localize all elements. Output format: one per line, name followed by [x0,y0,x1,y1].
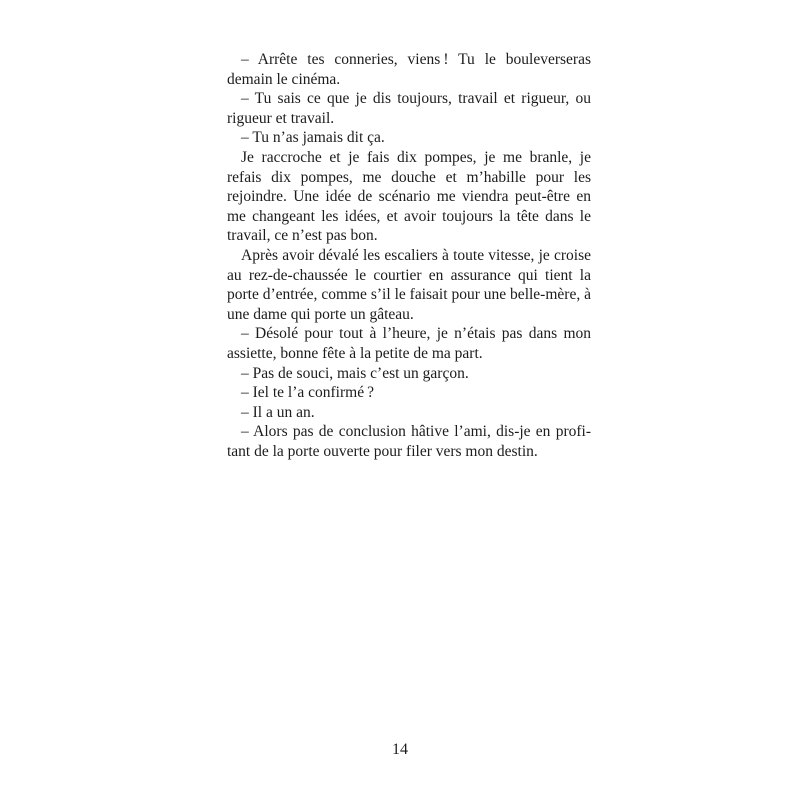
paragraph: – Tu n’as jamais dit ça. [241,129,385,147]
paragraph: – Tu sais ce que je dis toujours, travail et rigueur, ou rigueur et travail. [227,90,591,127]
paragraph: – Pas de souci, mais c’est un garçon. [241,364,469,382]
paragraph: – Arrête tes conneries, viens ! Tu le bouleverseras demain le cinéma. [227,51,591,88]
paragraph: Je raccroche et je fais dix pompes, je me branle, je refais dix pompes, me douche et m’habille pour les rejoindre. Une idée de scénario me viendra peut-être en me changeant les idées, et avoir toujours la tête dans le travail, ce n’est pas bon. [227,148,591,245]
paragraph: – Il a un an. [241,403,315,421]
page-body [227,50,591,461]
paragraph: – Désolé pour tout à l’heure, je n’étais pas dans mon assiette, bonne fête à la petite de ma part. [227,325,591,362]
paragraph: Après avoir dévalé les escaliers à toute vitesse, je croise au rez-de-chaussée le courtier en assurance qui tient la porte d’entrée, comme s’il le faisait pour une belle-mère, à une dame qui porte un gâteau. [227,246,591,323]
paragraph: – Alors pas de conclusion hâtive l’ami, dis-je en profitant de la porte ouverte pour filer vers mon destin. [227,423,591,460]
page-number: 14 [392,741,408,758]
paragraph: – Iel te l’a confirmé ? [241,384,375,402]
